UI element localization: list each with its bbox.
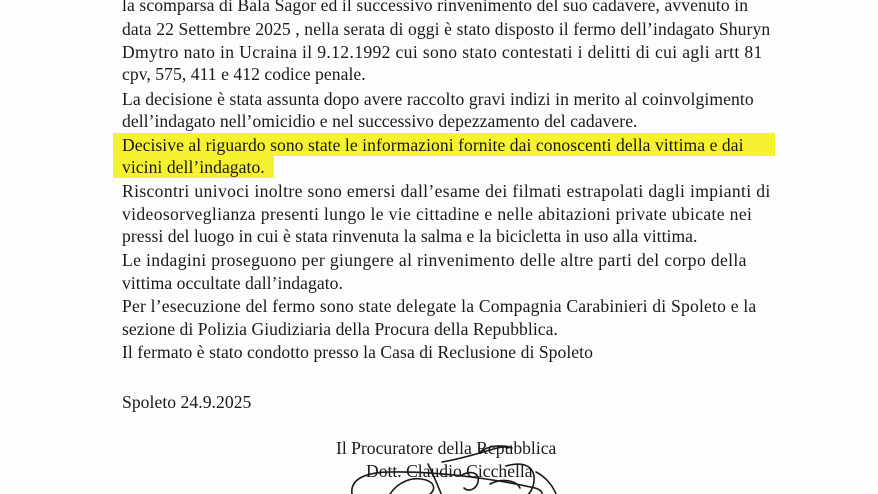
body-line: Il fermato è stato condotto presso la Casa di Reclusione di Spoleto (122, 342, 593, 362)
body-line: Le indagini proseguono per giungere al rinvenimento delle altre parti del corpo della (122, 250, 747, 270)
body-line: la scomparsa di Bala Sagor ed il successivo rinvenimento del suo cadavere, avvenuto in (122, 0, 749, 15)
body-line-highlighted: vicini dell’indagato. (122, 157, 265, 177)
signature-block (330, 436, 630, 494)
body-line: pressi del luogo in cui è stata rinvenuta la salma e la bicicletta in uso alla vittima. (122, 226, 698, 246)
handwritten-signature (330, 436, 630, 494)
body-line: Dmytro nato in Ucraina il 9.12.1992 cui sono stato contestati i delitti di cui agli artt 81 (122, 42, 763, 62)
body-line: vittima occultate dall’indagato. (122, 273, 343, 293)
body-line: dell’indagato nell’omicidio e nel successivo depezzamento del cadavere. (122, 111, 638, 131)
body-line: cpv, 575, 411 e 412 codice penale. (122, 64, 366, 84)
body-line: data 22 Settembre 2025 , nella serata di oggi è stato disposto il fermo dell’indagato Shuryn (122, 19, 771, 39)
body-line-highlighted: Decisive al riguardo sono state le informazioni fornite dai conoscenti della vittima e dai (122, 135, 744, 155)
signature-title: Il Procuratore della Repubblica (336, 438, 557, 458)
body-line: videosorveglianza presenti lungo le vie cittadine e nelle abitazioni private ubicate nei (122, 204, 753, 224)
body-line: Per l’esecuzione del fermo sono state delegate la Compagnia Carabinieri di Spoleto e la (122, 296, 757, 316)
body-line: Riscontri univoci inoltre sono emersi dall’esame dei filmati estrapolati dagli impianti di (122, 181, 771, 201)
body-line: sezione di Polizia Giudiziaria della Procura della Repubblica. (122, 319, 558, 339)
signature-name: Dott. Claudio Cicchella (366, 461, 533, 481)
place-date: Spoleto 24.9.2025 (122, 392, 252, 412)
body-line: La decisione è stata assunta dopo avere raccolto gravi indizi in merito al coinvolgimento (122, 89, 754, 109)
